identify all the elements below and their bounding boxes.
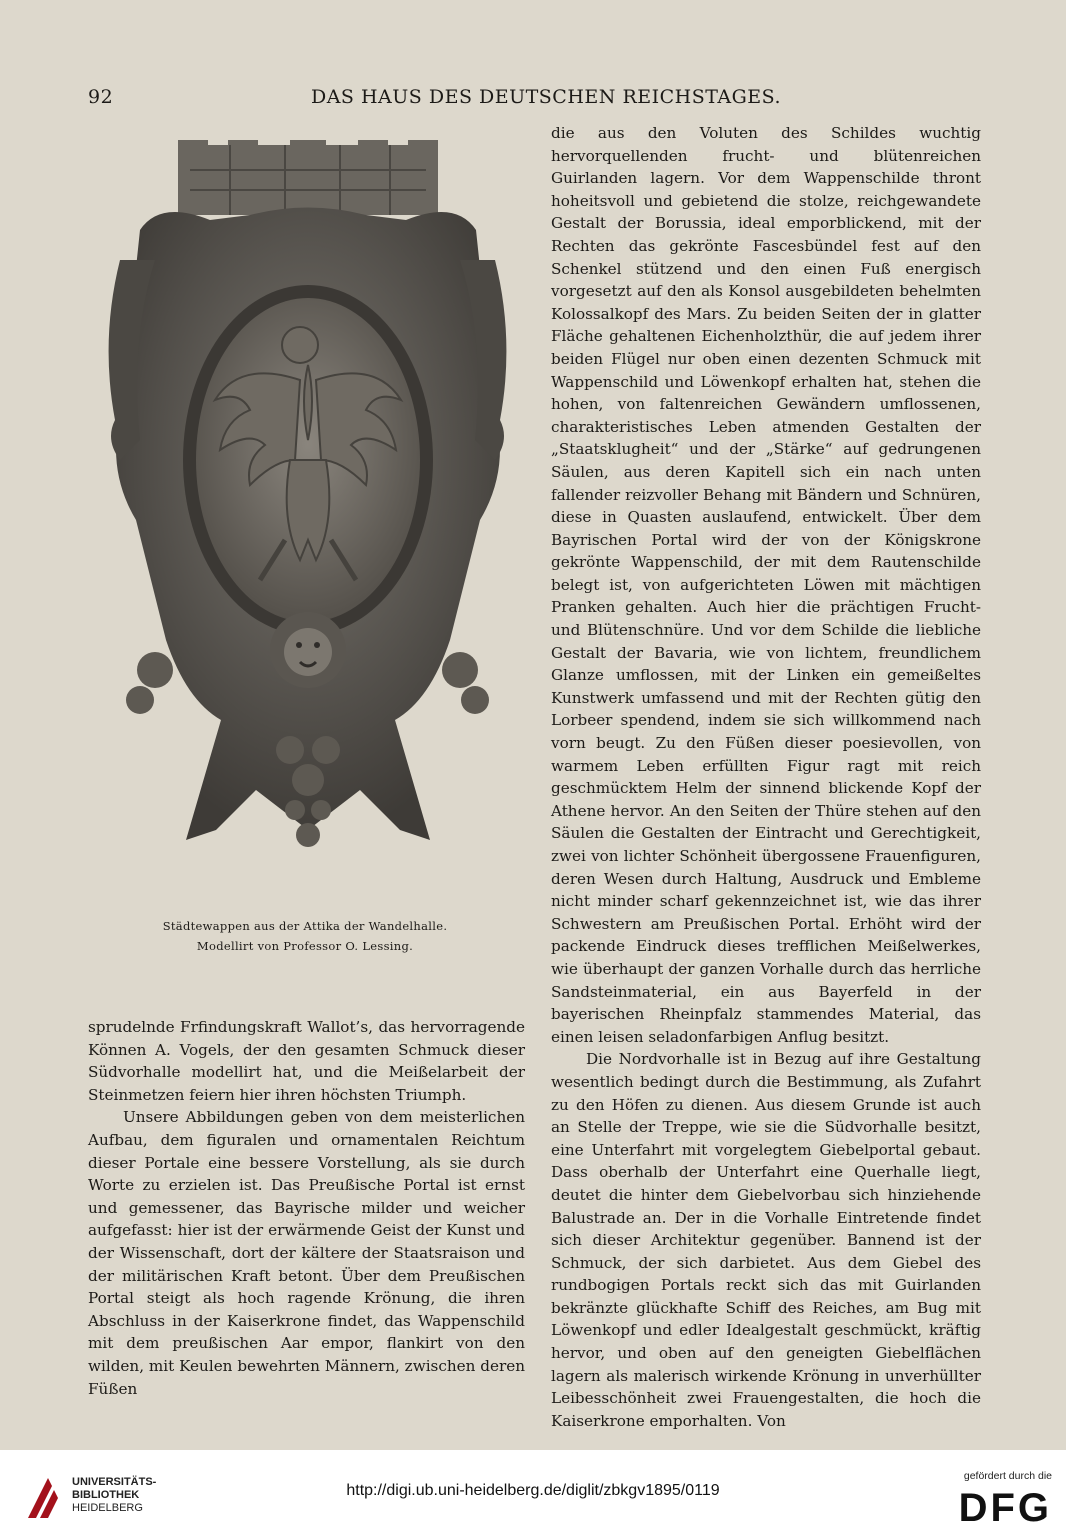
- viewer-footer: [0, 1450, 1066, 1538]
- dfg-logo: DFG: [958, 1486, 1052, 1530]
- permalink-url[interactable]: http://digi.ub.uni-heidelberg.de/diglit/zbkgv1895/0119: [346, 1482, 720, 1499]
- figure-caption: [120, 916, 490, 956]
- coat-of-arms-illustration: [100, 140, 515, 920]
- mural-crown: [178, 140, 438, 215]
- lion-head-icon: [270, 612, 346, 688]
- institution-name: UNIVERSITÄTS- BIBLIOTHEK HEIDELBERG: [72, 1476, 157, 1514]
- page-header: [88, 86, 984, 116]
- right-text-column: [551, 122, 981, 1432]
- page-number: 92: [88, 86, 114, 108]
- paragraph: Unsere Abbildungen geben von dem meisterlichen Aufbau, dem figuralen und ornamentalen Reichtum dieser Portale eine bessere Vorstellung, als sie durch Worte zu erzielen ist. Das Preußische Portal ist ernst und gemessener, das Bayrische milder und weicher aufgefasst: hier ist der erwärmende Geist der Kunst und der Wissenschaft, dort der kältere der Staatsraison und der militärischen Kraft betont. Über dem Preußischen Portal steigt als hoch ragende Krönung, die ihren Abschluss in der Kaiserkrone findet, das Wappenschild mit dem preußischen Aar empor, flankirt von den wilden, mit Keulen bewehrten Männern, zwischen deren Füßen: [88, 1108, 525, 1398]
- caption-line-1: Städtewappen aus der Attika der Wandelhalle.: [162, 919, 448, 933]
- funding-note: gefördert durch die: [963, 1470, 1052, 1482]
- paragraph: Die Nordvorhalle ist in Bezug auf ihre Gestaltung wesentlich bedingt durch die Bestimmung, als Zufahrt zu den Höfen zu dienen. Aus diesem Grunde ist auch an Stelle der Treppe, wie sie die Südvorhalle besitzt, eine Unterfahrt mit vorgelegtem Giebelportal gebaut. Dass oberhalb der Unterfahrt eine Querhalle liegt, deutet die hinter dem Giebelvorbau sich hinziehende Balustrade an. Der in die Vorhalle Eintretende findet sich dieser Architektur gegenüber. Bannend ist der Schmuck, der sich darbietet. Aus dem Giebel des rundbogigen Portals reckt sich das mit Guirlanden bekränzte glückhafte Schiff des Reiches, am Bug mit Löwenkopf und edler Idealgestalt geschmückt, kräftig hervor, und oben auf den geneigten Giebelflächen lagern als malerisch wirkende Krönung in unverhüllter Leibesschönheit zwei Frauengestalten, die hoch die Kaiserkrone emporhalten. Von: [551, 1050, 981, 1430]
- caption-line-2: Modellirt von Professor O. Lessing.: [196, 939, 414, 953]
- paragraph: die aus den Voluten des Schildes wuchtig hervorquellenden frucht- und blütenreichen Guirlanden lagern. Vor dem Wappenschilde thront hoheitsvoll und gebietend die stolze, reichgewandete Gestalt der Borussia, ideal emporblickend, mit der Rechten das gekrönte Fascesbündel fest auf den Schenkel stützend und den einen Fuß energisch vorgesetzt auf den als Konsol ausgebildeten behelmten Kolossalkopf des Mars. Zu beiden Seiten der in glatter Fläche gehaltenen Eichenholzthür, die auf jedem ihrer beiden Flügel nur oben einen dezenten Schmuck mit Wappenschild und Löwenkopf erhalten hat, stehen die hohen, von faltenreichen Gewändern umflossenen, charakteristisches Leben atmenden Gestalten der „Staatsklugheit“ und der „Stärke“ auf gedrungenen Säulen, aus deren Kapitell sich ein nach unten fallender reizvoller Behang mit Bändern und Schnüren, diese in Quasten auslaufend, entwickelt. Über dem Bayrischen Portal wird der von der Königskrone gekrönte Wappenschild, der mit dem Rautenschilde belegt ist, von aufgerichteten Löwen mit mächtigen Pranken gehalten. Auch hier die prächtigen Frucht- und Blütenschnüre. Und vor dem Schilde die liebliche Gestalt der Bavaria, wie von lichtem, freundlichem Glanze umflossen, mit der Linken ein gemeißeltes Kunstwerk umfassend und mit der Rechten gütig den Lorbeer spendend, indem sie sich willkommend nach vorn beugt. Zu den Füßen dieser poesievollen, von warmem Leben erfüllten Figur ragt mit reich geschmücktem Helm der sinnend blickende Kopf der Athene hervor. An den Seiten der Thüre stehen auf den Säulen die Gestalten der Eintracht und Gerechtigkeit, zwei von lichter Schönheit übergossene Frauenfiguren, deren Wesen durch Haltung, Ausdruck und Embleme nicht minder scharf gekennzeichnet ist, wie das ihrer Schwestern am Preußischen Portal. Erhöht wird der packende Eindruck dieses trefflichen Meißelwerkes, wie überhaupt der ganzen Vorhalle durch das herrliche Sandsteinmaterial, ein aus Bayerfeld in der bayerischen Rheinpfalz stammendes Material, das einen leisen seladonfarbigen Anflug besitzt.: [551, 124, 981, 1046]
- paragraph: sprudelnde Frfindungskraft Wallot’s, das hervorragende Können A. Vogels, der den gesamten Schmuck dieser Südvorhalle modellirt hat, und die Meißelarbeit der Steinmetzen feiern hier ihren höchsten Triumph.: [88, 1018, 525, 1104]
- running-title: DAS HAUS DES DEUTSCHEN REICHSTAGES.: [310, 86, 782, 108]
- left-text-column: [88, 1016, 525, 1400]
